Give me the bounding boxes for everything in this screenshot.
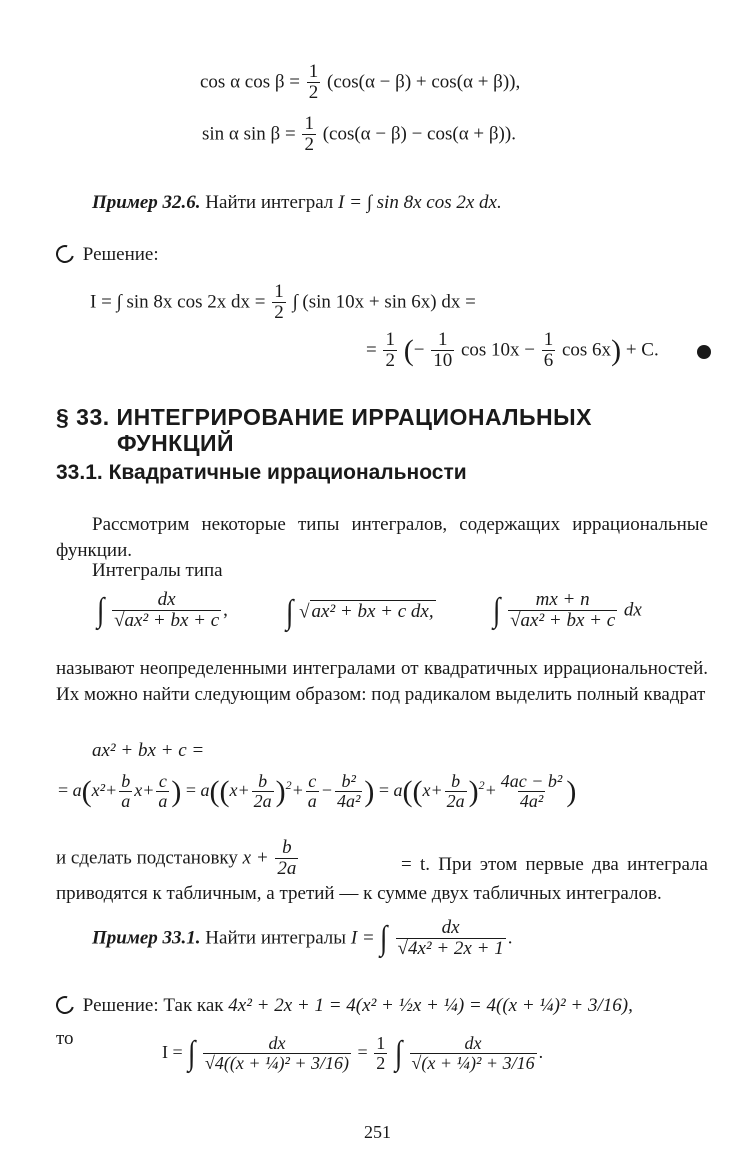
- fraction: $\frac{b}{a}$: [121, 771, 131, 811]
- section-sign: § 33.: [56, 404, 110, 430]
- subsection-heading: [56, 461, 467, 485]
- example-32-6: [92, 192, 502, 214]
- fraction: $\frac{dx}{\text{√4((x + ¼)² + 3/16)}}$: [204, 1033, 350, 1073]
- fraction: $\frac{1}{6}$: [543, 329, 554, 371]
- fraction: $\frac{\text{4ac − b²}}{\text{4a²}}$: [500, 771, 563, 811]
- fraction: $\frac{dx}{\text{√(x + ¼)² + 3/16}}$: [411, 1033, 535, 1073]
- section-title-line1: ИНТЕГРИРОВАНИЕ ИРРАЦИОНАЛЬНЫХ: [116, 404, 593, 430]
- example-label: Пример 32.6.: [92, 192, 201, 213]
- fraction: $\frac{c}{a}$: [307, 771, 317, 811]
- formula-sin-sin: [202, 114, 516, 156]
- fraction: $\frac{dx}{\text{√ax² + bx + c}}$: [114, 589, 220, 631]
- solution-33-1-line1: Решение: Так как 4x² + 2x + 1 = 4(x² + ½x + ¼) = 4((x + ¼)² + 3/16),: [56, 995, 633, 1017]
- fraction: $\frac{1}{2}$: [376, 1033, 386, 1073]
- paragraph-integrals-type: Интегралы типа: [92, 560, 223, 581]
- example-formula: I = ∫ sin 8x cos 2x dx.: [338, 192, 502, 213]
- paragraph-completing-square: называют неопределенными интегралами от квадратичных иррациональностей. Их можно найти следующим образом: под радикалом выделить полный квадрат: [56, 658, 708, 705]
- solution-heading: [56, 244, 159, 266]
- integral-1: ∫ $\frac{dx}{\text{√ax² + bx + c}}$ ,: [96, 589, 228, 631]
- subsection-number: 33.1.: [56, 461, 103, 484]
- solution-to: то: [56, 1028, 74, 1049]
- solution-label: Решение:: [82, 244, 159, 265]
- solution-start-icon: [53, 241, 78, 266]
- solution-32-6-line1: I = ∫ sin 8x cos 2x dx = $\frac{1}{2}$ ∫ (sin 10x + sin 6x) dx =: [90, 281, 476, 323]
- fraction: $\frac{1}{2}$: [274, 281, 284, 323]
- paragraph-substitution-line1: и сделать подстановку x + $\frac{b}{2a}$: [56, 837, 297, 879]
- fraction: $\frac{1}{10}$: [433, 329, 453, 371]
- formula-rhs: (cos(α − β) − cos(α + β)).: [322, 123, 516, 145]
- completing-line1: ax² + bx + c =: [92, 740, 205, 761]
- solution-33-1-line2: I = ∫ $\frac{dx}{\text{√4((x + ¼)² + 3/16)}}$ = $\frac{1}{2}$ ∫ $\frac{dx}{\text{√(x + ¼)² + 3/16}}$ .: [162, 1033, 544, 1073]
- solution-32-6-line2: = $\frac{1}{2}$ (− $\frac{1}{10}$ cos 10x − $\frac{1}{6}$ cos 6x) + C.: [366, 329, 659, 371]
- section-heading: [56, 404, 592, 431]
- integral-2: ∫ √ ax² + bx + c dx,: [285, 594, 434, 631]
- solution-start-icon: [53, 992, 78, 1017]
- completing-line2: = a(x²+ $\frac{b}{a}$ x+ $\frac{c}{a}$ ) = a((x+ $\frac{b}{2a}$ )$^2$+ $\frac{c}{a}$ − $\frac{\text{b²}}{\text{4a²}}$ ) = a((x+ $\frac{b}{2a}$ )$^2$+ $\frac{\text{4ac − b²}}{\text{4a²}}$ ): [58, 771, 577, 811]
- fraction: $\frac{mx + n}{\text{√ax² + bx + c}}$: [510, 589, 616, 631]
- subsection-title: Квадратичные иррациональности: [108, 461, 467, 484]
- paragraph-substitution: = t. При этом первые два интеграла приводятся к табличным, а третий — к сумме двух табличных интегралов.: [56, 854, 708, 904]
- fraction: $\frac{\text{b²}}{\text{4a²}}$: [336, 771, 361, 811]
- integral-3: ∫ $\frac{mx + n}{\text{√ax² + bx + c}}$ dx: [492, 589, 642, 631]
- example-33-1: Пример 33.1. Найти интегралы I = ∫ $\frac{dx}{\text{√4x² + 2x + 1}}$ .: [92, 917, 513, 959]
- fraction: $\frac{b}{2a}$: [253, 771, 272, 811]
- fraction: $\frac{c}{a}$: [158, 771, 168, 811]
- formula-rhs: (cos(α − β) + cos(α + β)),: [327, 71, 521, 93]
- fraction: $\frac{1}{2}$: [304, 113, 314, 155]
- fraction: $\frac{dx}{\text{√4x² + 2x + 1}}$: [397, 917, 504, 959]
- paragraph-intro: Рассмотрим некоторые типы интегралов, содержащих иррациональные функции.: [56, 514, 708, 561]
- example-text: Найти интегралы: [205, 927, 347, 949]
- fraction: $\frac{b}{2a}$: [446, 771, 465, 811]
- solution-end-icon: [697, 345, 711, 359]
- fraction: $\frac{1}{2}$: [385, 329, 395, 371]
- page-number: 251: [364, 1122, 391, 1142]
- example-label: Пример 33.1.: [92, 927, 201, 949]
- fraction: $\frac{b}{2a}$: [277, 837, 297, 879]
- example-text: Найти интеграл: [205, 192, 334, 213]
- formula-cos-cos: [200, 62, 520, 104]
- solution-label: Решение:: [82, 995, 159, 1016]
- section-title-line2: ФУНКЦИЙ: [117, 430, 235, 456]
- formula-lhs: cos α cos β =: [200, 71, 300, 93]
- fraction: $\frac{1}{2}$: [308, 61, 319, 103]
- formula-lhs: sin α sin β =: [202, 123, 296, 145]
